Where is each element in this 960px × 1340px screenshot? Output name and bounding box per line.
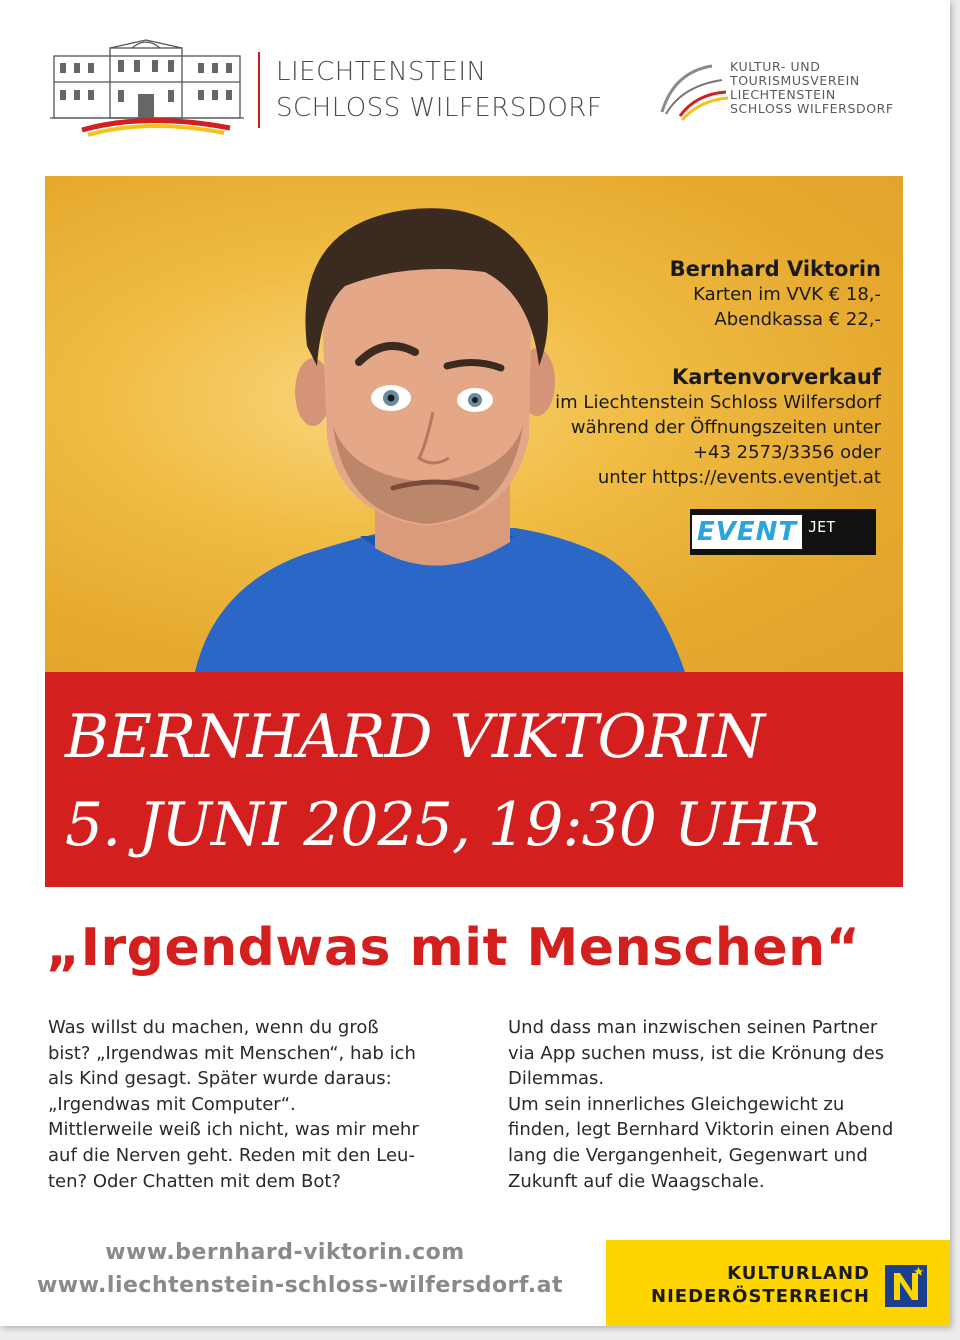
kulturland-badge [606,1240,950,1326]
description-line: Was willst du machen, wenn du groß [48,1017,379,1038]
venue-name-line2: SCHLOSS WILFERSDORF [276,93,603,123]
description-line: als Kind gesagt. Später wurde daraus: [48,1068,392,1090]
presale-phone: +43 2573/3356 oder [692,442,881,463]
club-name-line3: LIECHTENSTEIN [730,87,836,102]
description-line: finden, legt Bernhard Viktorin einen Abend [508,1119,894,1141]
artist-name: Bernhard Viktorin [669,257,881,281]
header-divider [258,52,260,128]
club-name-line1: KULTUR- UND [730,59,821,74]
description-right [508,1015,893,1194]
club-name-line2: TOURISMUSVEREIN [730,73,860,88]
description-line: Dilemmas. [508,1068,605,1090]
price-presale: Karten im VVK € 18,- [693,284,881,305]
kulturland-line1: KULTURLAND [727,1263,870,1284]
niederoesterreich-n-logo [884,1264,928,1308]
venue-name-line1: LIECHTENSTEIN [276,57,487,87]
description-line: bist? „Irgendwas mit Menschen“, hab ich [48,1042,416,1064]
club-name-line4: SCHLOSS WILFERSDORF [730,101,894,116]
description-line: Zukunft auf die Waagschale. [508,1170,765,1192]
footer-links [0,1240,600,1298]
venue-website-link[interactable]: www.liechtenstein-schloss-wilfersdorf.at [36,1273,563,1298]
artist-website-link[interactable]: www.bernhard-viktorin.com [105,1240,465,1265]
presale-location: im Liechtenstein Schloss Wilfersdorf [555,392,881,413]
club-name [730,60,894,116]
eventjet-logo[interactable] [690,509,876,555]
banner-artist: BERNHARD VIKTORIN [65,702,765,772]
description-left [48,1015,419,1194]
presale-heading: Kartenvorverkauf [671,365,881,389]
description-line: Und dass man inzwischen seinen Partner [508,1017,878,1038]
description-line: lang die Vergangenheit, Gegenwart und [508,1144,868,1166]
description-line: „Irgendwas mit Computer“. [48,1093,296,1115]
description-line: ten? Oder Chatten mit dem Bot? [48,1170,341,1192]
presale-hours: während der Öffnungszeiten unter [570,417,881,438]
price-box-office: Abendkassa € 22,- [714,309,881,330]
show-title: „Irgendwas mit Menschen“ [46,918,861,978]
eventjet-logo-event: EVENT [692,515,802,549]
event-banner [45,672,903,887]
eventjet-logo-jet: JET [808,518,836,536]
presale-url[interactable]: unter https://events.eventjet.at [597,467,881,488]
kulturland-line2: NIEDERÖSTERREICH [651,1286,870,1307]
castle-logo [48,38,244,138]
description-line: Mittlerweile weiß ich nicht, was mir mehr [48,1119,419,1141]
description-line: Um sein innerliches Gleichgewicht zu [508,1093,845,1115]
description-line: via App suchen muss, ist die Krönung des [508,1042,885,1064]
venue-name [276,54,602,126]
hero-photo-area [45,176,903,672]
banner-date-time: 5. JUNI 2025, 19:30 UHR [65,790,820,860]
description-line: auf die Nerven geht. Reden mit den Leu- [48,1144,415,1166]
kultur-verein-swoosh-logo [656,58,732,122]
ticket-info [555,256,881,490]
